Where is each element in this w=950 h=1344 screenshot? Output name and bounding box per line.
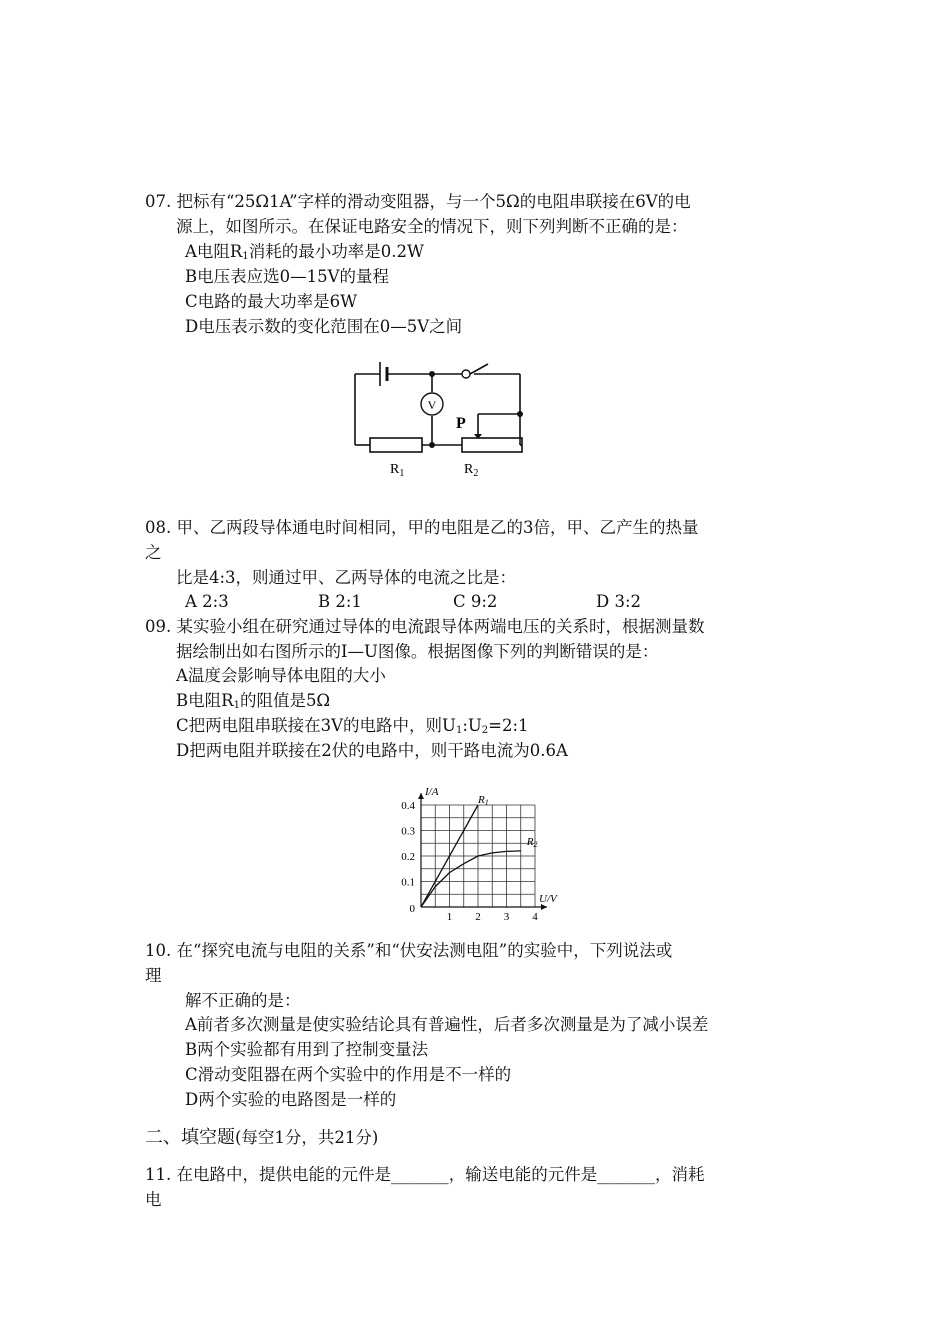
q07-stem-text1: 把标有“25Ω1A”字样的滑动变阻器，与一个5Ω的电阻串联接在6V的电 — [176, 192, 691, 211]
q11-line2: 电 — [145, 1190, 162, 1209]
q07-option-a-sub: 1 — [242, 251, 249, 262]
section2-title: 二、填空题 — [145, 1127, 235, 1148]
switch-contact — [462, 370, 470, 378]
q08-stem-wrap: 之 — [145, 543, 162, 562]
y-tick-label: 0.3 — [401, 825, 415, 838]
y-tick-label: 0.1 — [401, 876, 415, 889]
q10-option-b: B两个实验都有用到了控制变量法 — [185, 1040, 429, 1059]
q09-stem-text1: 某实验小组在研究通过导体的电流跟导体两端电压的关系时，根据测量数 — [176, 617, 705, 636]
q11-blank-1: _______ — [391, 1165, 449, 1184]
q11-line1 — [145, 1163, 705, 1187]
chart-axes — [418, 793, 547, 910]
q07-stem-line2: 源上，如图所示。在保证电路安全的情况下，则下列判断不正确的是： — [176, 217, 688, 236]
q07-option-b: B电压表应选0—15V的量程 — [185, 267, 390, 286]
q11-part1: 在电路中，提供电能的元件是 — [176, 1165, 391, 1184]
resistor-r2 — [462, 438, 522, 452]
q07-stem-line1 — [145, 190, 691, 214]
q07-option-a-text1: A电阻R — [185, 242, 243, 261]
q07-option-c: C电路的最大功率是6W — [185, 292, 358, 311]
x-tick-label: 4 — [532, 911, 538, 920]
q10-number: 10. — [145, 941, 172, 960]
q07-option-d: D电压表示数的变化范围在0—5V之间 — [185, 317, 463, 336]
r1-label: $R_1$ — [390, 462, 405, 479]
r2-label: $R_2$ — [464, 462, 479, 479]
q09-option-b-text2: 的阻值是5Ω — [239, 691, 331, 710]
x-axis-label: U/V — [539, 893, 557, 905]
q09-option-b-text1: B电阻R — [176, 691, 234, 710]
q11-part3: ，消耗 — [655, 1165, 705, 1184]
q09-number: 09. — [145, 617, 172, 636]
q09-option-a: A温度会影响导体电阻的大小 — [176, 666, 386, 685]
section2-note: (每空1分，共21分) — [235, 1128, 379, 1147]
q09-stem-line1 — [145, 615, 705, 639]
q10-stem-wrap: 理 — [145, 966, 162, 985]
q10-stem-text1: 在“探究电流与电阻的关系”和“伏安法测电阻”的实验中，下列说法或 — [176, 941, 673, 960]
origin-label: 0 — [409, 903, 415, 915]
q10-stem-line1 — [145, 939, 672, 963]
q08-stem-text1: 甲、乙两段导体通电时间相同，甲的电阻是乙的3倍，甲、乙产生的热量 — [176, 518, 699, 537]
q11-number: 11. — [145, 1165, 172, 1184]
x-tick-label: 2 — [475, 911, 481, 920]
junction-node-top — [429, 371, 435, 377]
iu-chart — [385, 780, 575, 920]
section2-heading — [145, 1126, 378, 1150]
q07-number: 07. — [145, 192, 172, 211]
q08-option-a: A 2:3 — [185, 592, 229, 611]
y-axis-label: I/A — [425, 786, 439, 798]
series-label-r1: R1 — [478, 794, 489, 807]
slider-label: P — [456, 415, 466, 432]
q10-option-c: C滑动变阻器在两个实验中的作用是不一样的 — [185, 1065, 512, 1084]
q09-option-c-sub1: 1 — [455, 725, 463, 736]
q08-option-b: B 2:1 — [318, 592, 362, 611]
q08-stem-line1 — [145, 516, 699, 540]
q09-option-c-sub2: 2 — [481, 725, 489, 736]
x-tick-label: 3 — [503, 911, 510, 920]
q09-stem-line2: 据绘制出如右图所示的I—U图像。根据图像下列的判断错误的是： — [176, 642, 659, 661]
q10-option-d: D两个实验的电路图是一样的 — [185, 1090, 397, 1109]
q08-stem-line2: 比是4:3，则通过甲、乙两导体的电流之比是： — [176, 568, 517, 587]
q11-part2: ，输送电能的元件是 — [448, 1165, 598, 1184]
q08-number: 08. — [145, 518, 172, 537]
y-tick-label: 0.4 — [401, 800, 415, 812]
junction-node-bottom — [429, 442, 435, 448]
series-label-r2: R2 — [526, 835, 538, 849]
q09-option-d: D把两电阻并联接在2伏的电路中，则干路电流为0.6A — [176, 741, 568, 760]
voltmeter-label: V — [427, 398, 437, 412]
q11-blank-2: _______ — [597, 1165, 655, 1184]
resistor-r1 — [370, 438, 422, 452]
q09-option-c-text1: C把两电阻串联接在3V的电路中，则U — [176, 716, 456, 735]
circuit-diagram — [340, 350, 540, 485]
x-tick-label: 1 — [446, 911, 453, 920]
q09-option-c-text3: =2:1 — [488, 716, 529, 735]
q07-option-a-text2: 消耗的最小功率是0.2W — [248, 242, 424, 261]
y-axis-arrow-icon — [418, 793, 424, 799]
q10-option-a: A前者多次测量是使实验结论具有普遍性，后者多次测量是为了减小误差 — [185, 1015, 709, 1034]
q09-option-b-sub: 1 — [233, 700, 240, 711]
q08-option-d: D 3:2 — [596, 592, 642, 611]
junction-node-right — [517, 411, 523, 417]
y-tick-label: 0.2 — [401, 851, 415, 863]
q09-option-c-text2: :U — [462, 716, 482, 735]
q10-stem-line2: 解不正确的是： — [185, 991, 301, 1010]
q08-option-c: C 9:2 — [453, 592, 498, 611]
switch-lever — [470, 364, 488, 374]
